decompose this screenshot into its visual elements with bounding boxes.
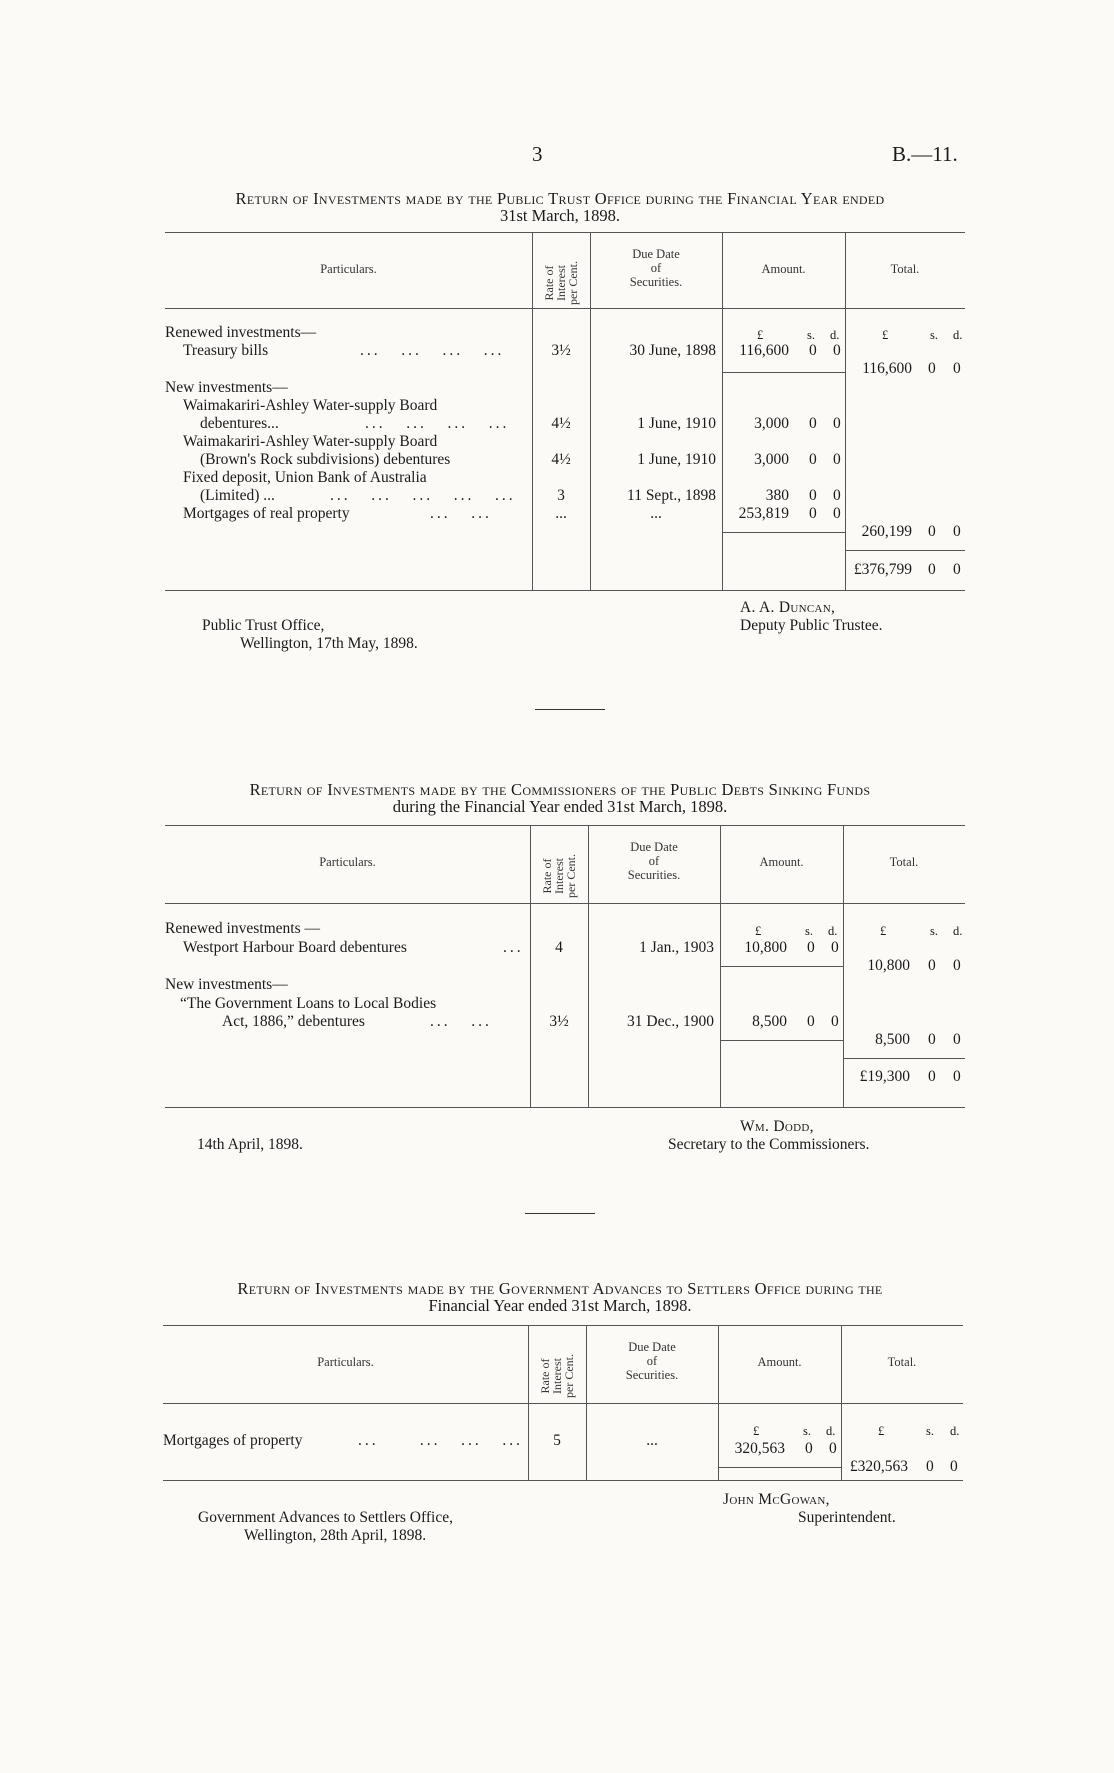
row-government-rate: 3½ bbox=[549, 1013, 569, 1030]
signatory-title: Deputy Public Trustee. bbox=[740, 617, 883, 634]
row-wai1-amount: 3,000 bbox=[754, 415, 789, 432]
row-treasury-due: 30 June, 1898 bbox=[629, 342, 716, 359]
label-new: New investments— bbox=[165, 379, 288, 396]
header-due-date: Due Date of Securities. bbox=[627, 840, 681, 882]
grand-total: £19,300 bbox=[859, 1068, 910, 1085]
page-number: 3 bbox=[532, 142, 543, 166]
header-total: Total. bbox=[887, 1355, 917, 1369]
subtotal-rule bbox=[722, 372, 845, 373]
grand-total-d: 0 bbox=[953, 561, 961, 578]
section2-title-line2: during the Financial Year ended 31st March, 1898. bbox=[392, 797, 728, 816]
amount-pound-unit: £ bbox=[757, 328, 764, 342]
amount-pence-unit: d. bbox=[828, 924, 838, 938]
row-westport-rate: 4 bbox=[555, 939, 563, 956]
subtotal-rule bbox=[720, 966, 843, 967]
signatory-name: A. A. Duncan, bbox=[740, 599, 836, 616]
amount-shilling-unit: s. bbox=[805, 924, 813, 938]
row-wai1-label-line2: debentures... bbox=[200, 415, 279, 432]
government-total-s: 0 bbox=[928, 1031, 936, 1048]
renewed-total: 116,600 bbox=[862, 360, 912, 377]
renewed-total-d: 0 bbox=[953, 360, 961, 377]
leader-dots: ... ... ... ... bbox=[360, 342, 505, 359]
row-fixed-d: 0 bbox=[833, 487, 841, 504]
document-reference: B.—11. bbox=[892, 142, 958, 166]
subtotal-rule bbox=[722, 532, 845, 533]
header-amount: Amount. bbox=[757, 1355, 802, 1369]
total-pence-unit: d. bbox=[953, 924, 963, 938]
row-wai1-due: 1 June, 1910 bbox=[637, 415, 716, 432]
section-divider bbox=[525, 1213, 595, 1214]
row-mortgage-rate: ... bbox=[555, 505, 567, 522]
header-total: Total. bbox=[889, 855, 919, 869]
table-top-rule bbox=[163, 1325, 963, 1326]
row-wai2-d: 0 bbox=[833, 451, 841, 468]
section1-title-line2: 31st March, 1898. bbox=[499, 206, 621, 225]
renewed-total-s: 0 bbox=[928, 360, 936, 377]
row-government-due: 31 Dec., 1900 bbox=[627, 1013, 714, 1030]
grand-total-d: 0 bbox=[950, 1458, 958, 1475]
row-wai2-amount: 3,000 bbox=[754, 451, 789, 468]
amount-pound-unit: £ bbox=[753, 1424, 760, 1438]
signatory-title: Secretary to the Commissioners. bbox=[668, 1136, 870, 1153]
grand-total-s: 0 bbox=[926, 1458, 934, 1475]
row-wai2-rate: 4½ bbox=[551, 451, 571, 468]
return-date: 14th April, 1898. bbox=[197, 1136, 303, 1153]
row-government-label-line1: “The Government Loans to Local Bodies bbox=[180, 995, 437, 1012]
row-wai1-s: 0 bbox=[809, 415, 817, 432]
row-treasury-label: Treasury bills bbox=[183, 342, 269, 359]
section3-title-line1: Return of Investments made by the Government Advances to Settlers Office during the bbox=[237, 1279, 883, 1298]
col-divider bbox=[528, 1325, 529, 1480]
total-pound-unit: £ bbox=[880, 924, 887, 938]
grand-total: £376,799 bbox=[853, 561, 912, 578]
header-due-date: Due Date of Securities. bbox=[629, 247, 683, 289]
row-wai2-s: 0 bbox=[809, 451, 817, 468]
total-rule bbox=[845, 550, 965, 551]
government-total-d: 0 bbox=[953, 1031, 961, 1048]
row-westport-due: 1 Jan., 1903 bbox=[639, 939, 714, 956]
total-pound-unit: £ bbox=[882, 328, 889, 342]
amount-pence-unit: d. bbox=[830, 328, 840, 342]
row-mortgage-due: ... bbox=[650, 505, 662, 522]
total-pence-unit: d. bbox=[953, 328, 963, 342]
header-amount: Amount. bbox=[759, 855, 804, 869]
section-divider bbox=[535, 709, 605, 710]
total-pound-unit: £ bbox=[878, 1424, 885, 1438]
row-government-d: 0 bbox=[831, 1013, 839, 1030]
amount-shilling-unit: s. bbox=[803, 1424, 811, 1438]
row-fixed-s: 0 bbox=[809, 487, 817, 504]
row-wai2-due: 1 June, 1910 bbox=[637, 451, 716, 468]
westport-total-s: 0 bbox=[928, 957, 936, 974]
grand-total-d: 0 bbox=[953, 1068, 961, 1085]
row-treasury-amount: 116,600 bbox=[739, 342, 789, 359]
amount-pound-unit: £ bbox=[755, 924, 762, 938]
total-shilling-unit: s. bbox=[930, 328, 938, 342]
row-fixed-rate: 3 bbox=[557, 487, 565, 504]
row-mortgage-d: 0 bbox=[829, 1440, 837, 1457]
row-treasury-rate: 3½ bbox=[551, 342, 571, 359]
westport-total: 10,800 bbox=[867, 957, 910, 974]
section3-title-line2: Financial Year ended 31st March, 1898. bbox=[428, 1296, 692, 1315]
header-due-date: Due Date of Securities. bbox=[625, 1340, 679, 1382]
leader-dots: ... ... ... ... bbox=[365, 415, 510, 432]
row-treasury-d: 0 bbox=[833, 342, 841, 359]
label-renewed: Renewed investments — bbox=[165, 920, 320, 937]
total-shilling-unit: s. bbox=[926, 1424, 934, 1438]
westport-total-d: 0 bbox=[953, 957, 961, 974]
row-government-label-line2: Act, 1886,” debentures bbox=[222, 1013, 365, 1030]
office-date: Wellington, 28th April, 1898. bbox=[244, 1527, 427, 1544]
subtotal-rule bbox=[720, 1040, 843, 1041]
office-date: Wellington, 17th May, 1898. bbox=[240, 635, 418, 652]
leader-dots: ... ... ... ... ... bbox=[330, 487, 516, 504]
col-divider bbox=[722, 232, 723, 590]
col-divider bbox=[532, 232, 533, 590]
row-wai2-label-line1: Waimakariri-Ashley Water-supply Board bbox=[183, 433, 438, 450]
header-particulars: Particulars. bbox=[317, 1355, 374, 1369]
total-pence-unit: d. bbox=[950, 1424, 960, 1438]
office-name: Public Trust Office, bbox=[202, 617, 325, 634]
row-wai1-rate: 4½ bbox=[551, 415, 571, 432]
row-fixed-label-line2: (Limited) ... bbox=[200, 487, 275, 504]
section2-title-line1: Return of Investments made by the Commissioners of the Public Debts Sinking Funds bbox=[249, 780, 871, 799]
row-mortgage-amount: 320,563 bbox=[734, 1440, 785, 1457]
table-bottom-rule bbox=[165, 590, 965, 591]
row-wai1-d: 0 bbox=[833, 415, 841, 432]
signatory-name: John McGowan, bbox=[723, 1491, 830, 1508]
label-renewed: Renewed investments— bbox=[165, 324, 317, 341]
row-westport-label: Westport Harbour Board debentures bbox=[183, 939, 407, 956]
row-westport-s: 0 bbox=[807, 939, 815, 956]
header-rate: Rate of Interest per Cent. bbox=[542, 261, 580, 305]
row-mortgage-label: Mortgages of real property bbox=[183, 505, 350, 522]
amount-pence-unit: d. bbox=[826, 1424, 836, 1438]
header-particulars: Particulars. bbox=[319, 855, 376, 869]
header-total: Total. bbox=[890, 262, 920, 276]
row-mortgage-d: 0 bbox=[833, 505, 841, 522]
government-total: 8,500 bbox=[875, 1031, 910, 1048]
col-divider bbox=[530, 825, 531, 1107]
col-divider bbox=[841, 1325, 842, 1480]
new-total-s: 0 bbox=[928, 523, 936, 540]
row-treasury-s: 0 bbox=[809, 342, 817, 359]
office-name: Government Advances to Settlers Office, bbox=[198, 1509, 453, 1526]
row-mortgage-label: Mortgages of property bbox=[163, 1432, 303, 1449]
total-shilling-unit: s. bbox=[930, 924, 938, 938]
grand-total: £320,563 bbox=[849, 1458, 908, 1475]
row-mortgage-s: 0 bbox=[805, 1440, 813, 1457]
section1-title-line1: Return of Investments made by the Public Trust Office during the Financial Year ended bbox=[235, 189, 885, 208]
grand-total-s: 0 bbox=[928, 1068, 936, 1085]
leader-dots: ... ... bbox=[430, 505, 492, 522]
leader-dots: ... ... bbox=[430, 1013, 492, 1030]
row-government-s: 0 bbox=[807, 1013, 815, 1030]
row-mortgage-amount: 253,819 bbox=[738, 505, 789, 522]
header-rate: Rate of Interest per Cent. bbox=[538, 1354, 576, 1398]
label-new: New investments— bbox=[165, 976, 288, 993]
row-westport-d: 0 bbox=[831, 939, 839, 956]
row-government-amount: 8,500 bbox=[752, 1013, 787, 1030]
total-rule bbox=[843, 1058, 965, 1059]
grand-total-s: 0 bbox=[928, 561, 936, 578]
row-fixed-due: 11 Sept., 1898 bbox=[627, 487, 716, 504]
table-bottom-rule bbox=[163, 1480, 963, 1481]
row-mortgage-due: ... bbox=[646, 1432, 658, 1449]
header-rate: Rate of Interest per Cent. bbox=[540, 854, 578, 898]
amount-shilling-unit: s. bbox=[807, 328, 815, 342]
row-wai1-label-line1: Waimakariri-Ashley Water-supply Board bbox=[183, 397, 438, 414]
leader-dots: ... bbox=[503, 939, 524, 956]
signatory-title: Superintendent. bbox=[798, 1509, 896, 1526]
table-top-rule bbox=[165, 825, 965, 826]
row-mortgage-rate: 5 bbox=[553, 1432, 561, 1449]
new-total-d: 0 bbox=[953, 523, 961, 540]
header-particulars: Particulars. bbox=[320, 262, 377, 276]
table-bottom-rule bbox=[165, 1107, 965, 1108]
row-mortgage-s: 0 bbox=[809, 505, 817, 522]
row-fixed-amount: 380 bbox=[765, 487, 789, 504]
signatory-name: Wm. Dodd, bbox=[740, 1118, 814, 1135]
leader-dots: ... ... ... ... bbox=[358, 1432, 523, 1449]
row-wai2-label-line2: (Brown's Rock subdivisions) debentures bbox=[200, 451, 451, 468]
row-westport-amount: 10,800 bbox=[744, 939, 787, 956]
new-total: 260,199 bbox=[861, 523, 912, 540]
row-fixed-label-line1: Fixed deposit, Union Bank of Australia bbox=[183, 469, 427, 486]
header-amount: Amount. bbox=[761, 262, 806, 276]
